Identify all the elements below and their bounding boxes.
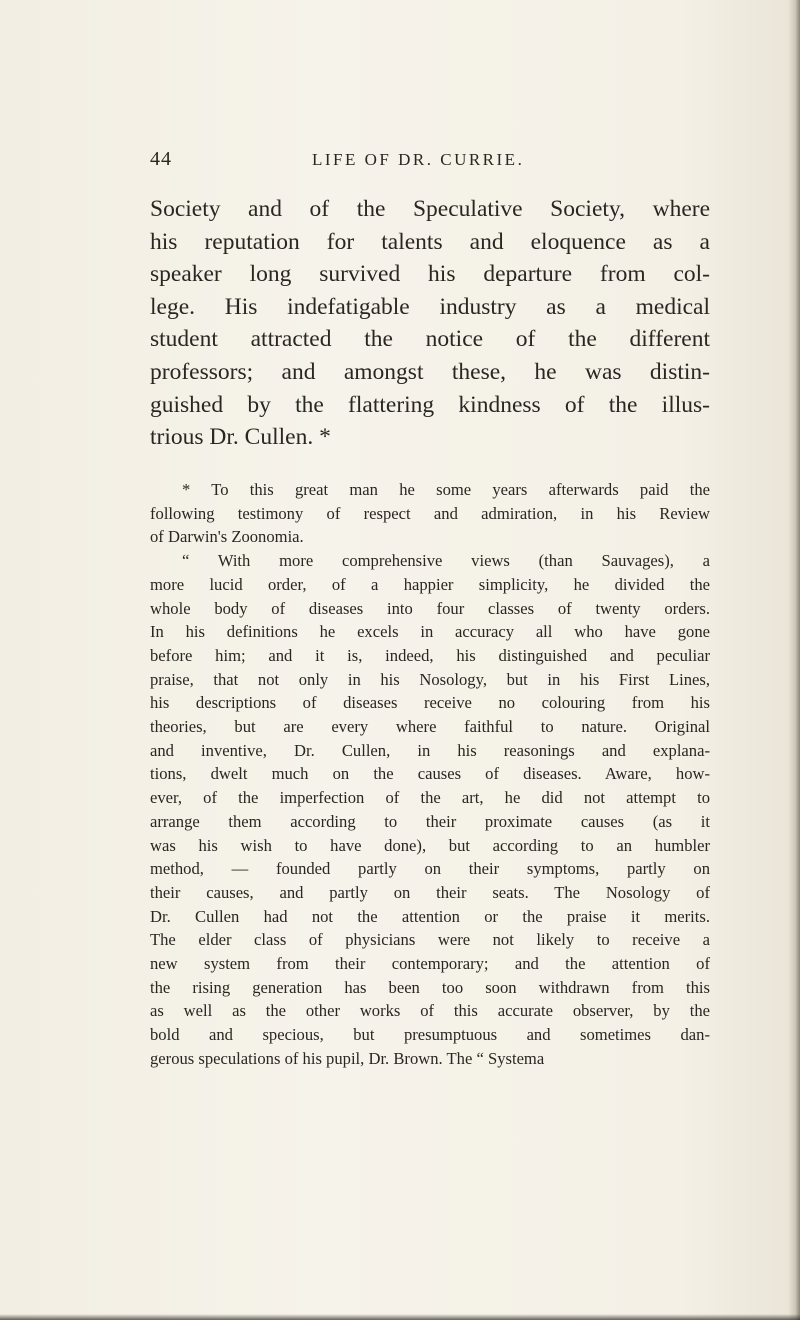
footnote-line: his descriptions of diseases receive no colouring from his xyxy=(150,693,710,713)
footnote-line: Dr. Cullen had not the attention or the praise it merits. xyxy=(150,906,710,926)
footnote-line: new system from their contemporary; and the attention of xyxy=(150,954,710,974)
footnote-line: method, — founded partly on their symptoms, partly on xyxy=(150,859,710,879)
page-header xyxy=(150,148,710,174)
page-bottom-shadow xyxy=(0,1314,800,1320)
body-line: lege. His indefatigable industry as a medical xyxy=(150,293,710,320)
body-line: trious Dr. Cullen. * xyxy=(150,424,331,451)
page-edge-shadow xyxy=(788,0,800,1320)
running-head: LIFE OF DR. CURRIE. xyxy=(312,150,525,169)
footnote-line: of Darwin's Zoonomia. xyxy=(150,527,304,547)
body-line: professors; and amongst these, he was distin- xyxy=(150,358,710,385)
footnote-line: praise, that not only in his Nosology, but in his First Lines, xyxy=(150,669,710,689)
footnote-line: their causes, and partly on their seats. The Nosology of xyxy=(150,882,710,902)
footnote-line: theories, but are every where faithful to nature. Original xyxy=(150,717,710,737)
footnote-line: whole body of diseases into four classes of twenty orders. xyxy=(150,598,710,618)
footnote-line: The elder class of physicians were not likely to receive a xyxy=(150,930,710,950)
footnote-line: tions, dwelt much on the causes of diseases. Aware, how- xyxy=(150,764,710,784)
footnote xyxy=(150,478,710,1071)
footnote-line: following testimony of respect and admiration, in his Review xyxy=(150,503,710,523)
footnote-line: bold and specious, but presumptuous and sometimes dan- xyxy=(150,1025,710,1045)
footnote-line: gerous speculations of his pupil, Dr. Brown. The “ Systema xyxy=(150,1048,545,1068)
footnote-line: and inventive, Dr. Cullen, in his reasonings and explana- xyxy=(150,740,710,760)
footnote-line: as well as the other works of this accurate observer, by the xyxy=(150,1001,710,1021)
body-line: student attracted the notice of the different xyxy=(150,326,710,353)
footnote-line: “ With more comprehensive views (than Sauvages), a xyxy=(182,551,710,571)
footnote-line: ever, of the imperfection of the art, he did not attempt to xyxy=(150,788,710,808)
body-line: speaker long survived his departure from col- xyxy=(150,261,710,288)
footnote-line: In his definitions he excels in accuracy all who have gone xyxy=(150,622,710,642)
footnote-line: before him; and it is, indeed, his distinguished and peculiar xyxy=(150,645,710,665)
body-paragraph xyxy=(150,193,710,454)
body-line: Society and of the Speculative Society, where xyxy=(150,196,710,222)
page-number: 44 xyxy=(150,148,172,170)
body-line: guished by the flattering kindness of the illus- xyxy=(150,391,710,418)
footnote-line: more lucid order, of a happier simplicity, he divided the xyxy=(150,574,710,594)
footnote-line: * To this great man he some years afterwards paid the xyxy=(182,480,710,499)
body-line: his reputation for talents and eloquence as a xyxy=(150,228,710,255)
footnote-line: arrange them according to their proximate causes (as it xyxy=(150,811,710,831)
footnote-line: the rising generation has been too soon withdrawn from this xyxy=(150,977,710,997)
footnote-line: was his wish to have done), but according to an humbler xyxy=(150,835,710,855)
